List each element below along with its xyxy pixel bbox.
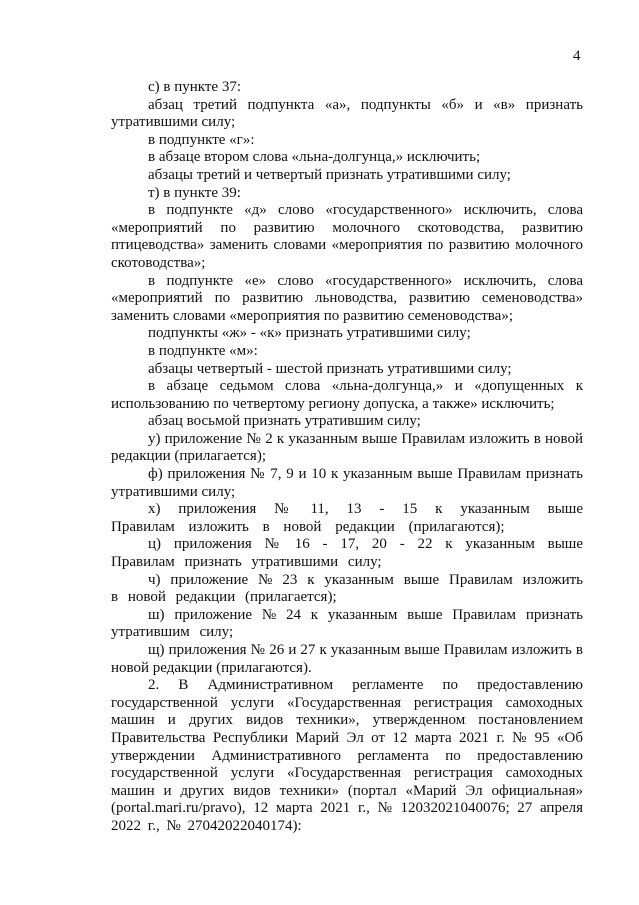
paragraph: абзацы четвертый - шестой признать утратившими силу; [148, 360, 512, 377]
paragraph: в подпункте «е» слово «государственного» исключить, слова «мероприятий по развитию льноводства, развитию семеноводства» заменить словами «мероприятия по развитию семеноводства»; [111, 272, 583, 324]
paragraph: в подпункте «м»: [148, 342, 258, 359]
paragraph: в подпункте «д» слово «государственного» исключить, слова «мероприятий по развитию молочного скотоводства, развитию птицеводства» заменить словами «мероприятия по развитию молочного скотоводства»; [111, 202, 583, 271]
paragraph: абзац третий подпункта «а», подпункты «б» и «в» признать утратившими силу; [111, 96, 583, 131]
paragraph: в абзаце седьмом слова «льна-долгунца,» и «допущенных к использованию по четвертому региону допуска, а также» исключить; [111, 378, 583, 412]
paragraph: абзацы третий и четвертый признать утратившими силу; [148, 166, 511, 183]
paragraph: у) приложение № 2 к указанным выше Правилам изложить в новой редакции (прилагается); [111, 430, 583, 465]
paragraph: в подпункте «г»: [148, 131, 255, 148]
page-number: 4 [573, 48, 581, 64]
paragraph: х) приложения № 11, 13 - 15 к указанным выше Правилам изложить в новой редакции (прилагаются); [111, 501, 583, 535]
paragraph: абзац восьмой признать утратившим силу; [148, 413, 421, 430]
document-body [0, 79, 639, 836]
paragraph: подпункты «ж» - «к» признать утратившими силу; [148, 325, 471, 342]
paragraph: с) в пункте 37: [148, 79, 242, 95]
paragraph: ш) приложение № 24 к указанным выше Правилам признать утратившим силу; [111, 606, 583, 641]
paragraph: ч) приложение № 23 к указанным выше Правилам изложить в новой редакции (прилагается); [111, 571, 583, 606]
paragraph: т) в пункте 39: [148, 184, 241, 201]
paragraph: щ) приложения № 26 и 27 к указанным выше Правилам изложить в новой редакции (прилагаются). [111, 642, 583, 676]
paragraph: ф) приложения № 7, 9 и 10 к указанным выше Правилам признать утратившими силу; [111, 466, 583, 500]
paragraph: ц) приложения № 16 - 17, 20 - 22 к указанным выше Правилам признать утратившими силу; [111, 536, 583, 571]
paragraph: 2. В Административном регламенте по предоставлению государственной услуги «Государственная регистрация самоходных машин и других видов техники», утвержденном постановлением Правительства Республики Марий Эл от 12 марта 2021 г. № 95 «Об утверждении Административного регламента по предоставлению государственной услуги «Государственная регистрация самоходных машин и других видов техники» (портал «Марий Эл официальная» (portal.mari.ru/pravo), 12 марта 2021 г., № 12032021040076; 27 апреля 2022 г., № 27042022040174): [111, 677, 583, 834]
paragraph: в абзаце втором слова «льна-долгунца,» исключить; [148, 149, 481, 166]
